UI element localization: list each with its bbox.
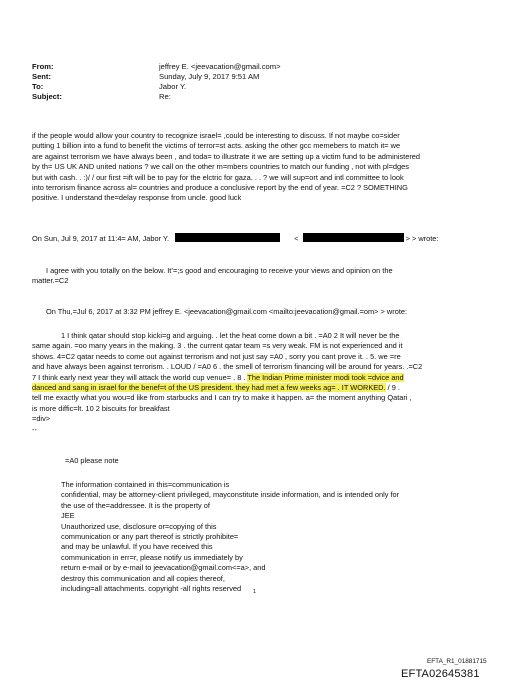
quote1-body xyxy=(32,266,393,287)
to-label: To: xyxy=(32,82,44,91)
quote2-line: is more diffic=lt. 10 2 biscuits for breakfast xyxy=(32,403,170,413)
redaction-box xyxy=(303,233,404,242)
quote1-line: matter.=C2 xyxy=(32,276,69,286)
quote2-line: -- xyxy=(32,424,37,434)
highlighted-text: danced and sang in israel for the benef=t of the US president. they had met a few weeks ag= . IT WORKED. xyxy=(32,383,386,393)
disclaimer-line: communication or any part thereof is strictly prohibite= xyxy=(61,532,239,542)
reply-body xyxy=(32,131,420,204)
subject-value: Re: xyxy=(159,92,171,101)
disclaimer-line: The information contained in this=communication is xyxy=(61,480,230,489)
quote1-header xyxy=(32,233,438,244)
sent-label: Sent: xyxy=(32,72,51,81)
sent-value: Sunday, July 9, 2017 9:51 AM xyxy=(159,72,260,81)
from-value: jeffrey E. <jeevacation@gmail.com> xyxy=(159,62,281,71)
to-value: Jabor Y. xyxy=(159,82,187,91)
disclaimer-line: Unauthorized use, disclosure or=copying of this xyxy=(61,521,217,531)
header-subject-row xyxy=(32,92,281,102)
redaction-box xyxy=(175,233,280,242)
reply-line: by th= US UK AND united nations ? we call on the other m=mbers countries to match our funding , not with pl=dges xyxy=(32,162,409,172)
quote2-header xyxy=(46,307,407,317)
disclaimer-line: return e-mail or by e-mail to jeevacation@gmail.com<=a>, and xyxy=(61,563,266,573)
disclaimer-line: JEE xyxy=(61,511,75,521)
quote2-line: same again. =oo many years in the making. 3 . the current qatar team =s very weak. FM is not experienced and it xyxy=(32,341,403,351)
disclaimer-line: including=all attachments. copyright -all rights reserved xyxy=(61,584,242,594)
header-sent-row xyxy=(32,72,281,82)
reply-line: into terrorism finance across al= countries and produce a conclusive report by the end of year. =C2 ? SOMETHING xyxy=(32,183,408,193)
quote2-header-text: On Thu,=Jul 6, 2017 at 3:32 PM jeffrey E. <jeevacation@gmail.com <mailto:jeevacation@gmail.=om> > wrote: xyxy=(46,307,408,316)
please-note-text: =A0 please note xyxy=(65,456,119,465)
disclaimer-line: and may be unlawful. If you have received this xyxy=(61,542,213,552)
quote2-body xyxy=(32,331,422,435)
bates-ref-large: EFTA02645381 xyxy=(401,668,480,680)
from-label: From: xyxy=(32,62,54,71)
disclaimer xyxy=(61,480,399,594)
header-to-row xyxy=(32,82,281,92)
reply-line: putting 1 billion into a fund to benefit the victims of terror=st acts. asking the other gcc memebers to match it= we xyxy=(32,141,401,151)
quote2-line6-text: / 9 . xyxy=(387,383,400,393)
quote1-header-bracket: < xyxy=(294,234,299,243)
quote1-header-prefix: On Sun, Jul 9, 2017 at 11:4= AM, Jabor Y. xyxy=(32,234,170,243)
reply-line: but with cash. . :)/ / our first =ift will be to pay for the elctric for gaza. . . ? we will sup=ort and intl committee to look xyxy=(32,172,404,182)
subject-label: Subject: xyxy=(32,92,62,101)
quote2-line: tell me exactly what you wou=d like from starbucks and I can try to make it happen. a= the moment anything Qatari , xyxy=(32,393,412,403)
quote1-line: I agree with you totally on the below. It’=;s good and encouraging to receive your views and opinion on the xyxy=(46,266,393,275)
quote2-line5-text: 7 I think early next year they will attack the world cup venue= . 8 . xyxy=(32,372,246,382)
quote2-line-highlighted xyxy=(32,383,422,393)
quote2-line-highlighted xyxy=(32,373,422,383)
disclaimer-line: communication in err=r, please notify us immediately by xyxy=(61,552,243,562)
reply-line: if the people would allow your country to recognize israel= ,could be interesting to discuss. If not maybe co=sider xyxy=(32,131,400,140)
quote2-line: shows. 4=C2 qatar needs to come out against terrorism and not just say =A0 , sorry you cant prove it. . 5. we =re xyxy=(32,351,401,361)
please-note xyxy=(65,456,119,466)
disclaimer-line: confidential, may be attorney-client privileged, mayconstitute inside information, and is intended only for xyxy=(61,490,400,500)
bates-ref-small: EFTA_R1_01881715 xyxy=(427,658,487,665)
quote1-header-suffix: > > wrote: xyxy=(405,234,439,243)
email-header xyxy=(32,62,281,102)
header-from-row xyxy=(32,62,281,72)
quote2-line: 1 I think qatar should stop kicki=g and arguing. . let the heat come down a bit . =A0 2 It will never be the xyxy=(61,331,400,340)
page-number: 1 xyxy=(253,589,257,595)
disclaimer-line: the use of the=addressee. It is the property of xyxy=(61,500,210,510)
disclaimer-line: destroy this communication and all copies thereof, xyxy=(61,573,225,583)
reply-line: positive. I understand the=delay response from uncle. good luck xyxy=(32,193,242,203)
highlighted-text: The Indian Prime minister modi took =dvice and xyxy=(247,372,404,382)
quote2-line: and have always been against terrorism. . LOUD / =A0 6 . the smell of terrorism financing will be around for years. .=C2 xyxy=(32,362,423,372)
quote2-line: =div> xyxy=(32,414,51,424)
reply-line: are against terrorism we have always been , and toda= to illustrate it we are setting up a victim fund to be administered xyxy=(32,151,421,161)
